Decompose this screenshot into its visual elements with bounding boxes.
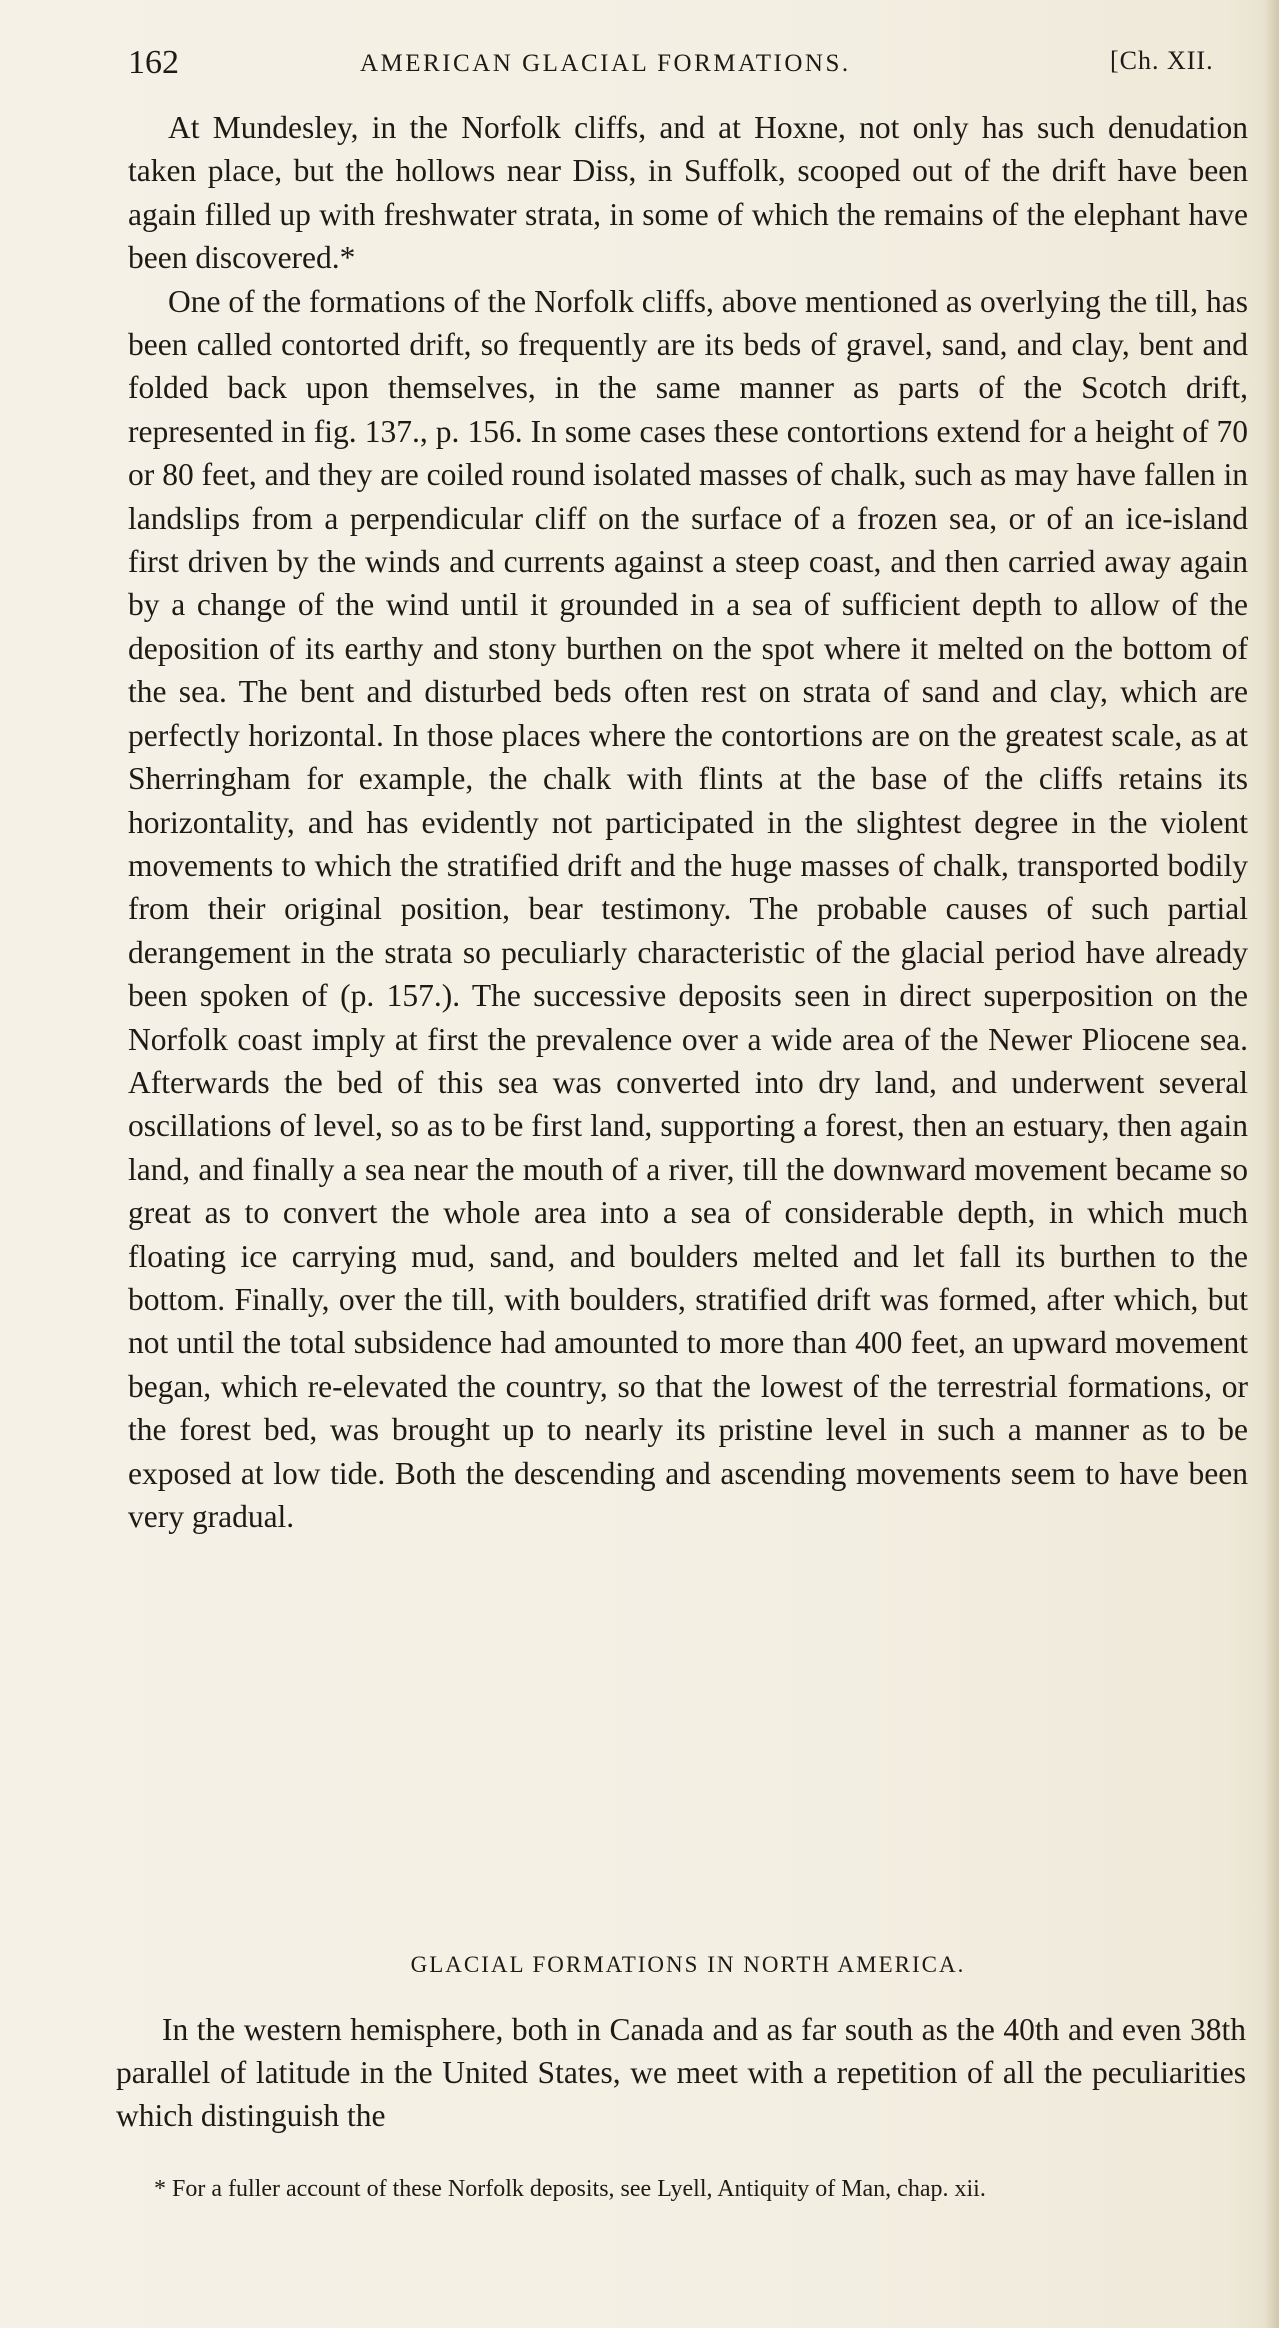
section-text — [116, 2008, 1246, 2137]
running-title: AMERICAN GLACIAL FORMATIONS. — [360, 50, 851, 77]
section-heading: GLACIAL FORMATIONS IN NORTH AMERICA. — [410, 1952, 966, 1977]
footnote-text: * For a fuller account of these Norfolk deposits, see Lyell, Antiquity of Man, chap. xii. — [154, 2176, 986, 2202]
main-text — [128, 106, 1248, 1538]
page-edge-shadow — [1265, 0, 1279, 2328]
paragraph-contorted-drift: One of the formations of the Norfolk cliffs, above mentioned as overlying the till, has been called contorted drift, so frequently are its beds of gravel, sand, and clay, bent and folded back upon themselves, in the same manner as parts of the Scotch drift, represented in fig. 137., p. 156. In some cases these contortions extend for a height of 70 or 80 feet, and they are coiled round isolated masses of chalk, such as may have fallen in landslips from a perpendicular cliff on the surface of a frozen sea, or of an ice-island first driven by the winds and currents against a steep coast, and then carried away again by a change of the wind until it grounded in a sea of sufficient depth to allow of the deposition of its earthy and stony burthen on the spot where it melted on the bottom of the sea. The bent and disturbed beds often rest on strata of sand and clay, which are perfectly horizontal. In those places where the contortions are on the greatest scale, as at Sherringham for example, the chalk with flints at the base of the cliffs retains its horizontality, and has evidently not participated in the slightest degree in the violent movements to which the stratified drift and the huge masses of chalk, transported bodily from their original position, bear testimony. The probable causes of such partial derangement in the strata so peculiarly characteristic of the glacial period have already been spoken of (p. 157.). The successive deposits seen in direct superposition on the Norfolk coast imply at first the prevalence over a wide area of the Newer Pliocene sea. Afterwards the bed of this sea was converted into dry land, and underwent several oscillations of level, so as to be first land, supporting a forest, then an estuary, then again land, and finally a sea near the mouth of a river, till the downward movement became so great as to convert the whole area into a sea of considerable depth, in which much floating ice carrying mud, sand, and boulders melted and let fall its burthen to the bottom. Finally, over the till, with boulders, stratified drift was formed, after which, but not until the total subsidence had amounted to more than 400 feet, an upward movement began, which re-elevated the country, so that the lowest of the terrestrial formations, or the forest bed, was brought up to nearly its pristine level in such a manner as to be exposed at low tide. Both the descending and ascending movements seem to have been very gradual. — [128, 283, 1248, 1534]
page-number: 162 — [128, 44, 179, 81]
paragraph-mundesley: At Mundesley, in the Norfolk cliffs, and at Hoxne, not only has such denudation taken place, but the hollows near Diss, in Suffolk, scooped out of the drift have been again filled up with freshwater strata, in some of which the remains of the elephant have been discovered.* — [128, 110, 1248, 276]
footnote — [116, 2172, 1246, 2206]
running-header — [128, 44, 1268, 84]
paragraph-western-hemisphere: In the western hemisphere, both in Canada and as far south as the 40th and even 38th parallel of latitude in the United States, we meet with a repetition of all the peculiarities which distinguish the — [116, 2012, 1246, 2133]
chapter-reference: [Ch. XII. — [1110, 46, 1214, 75]
